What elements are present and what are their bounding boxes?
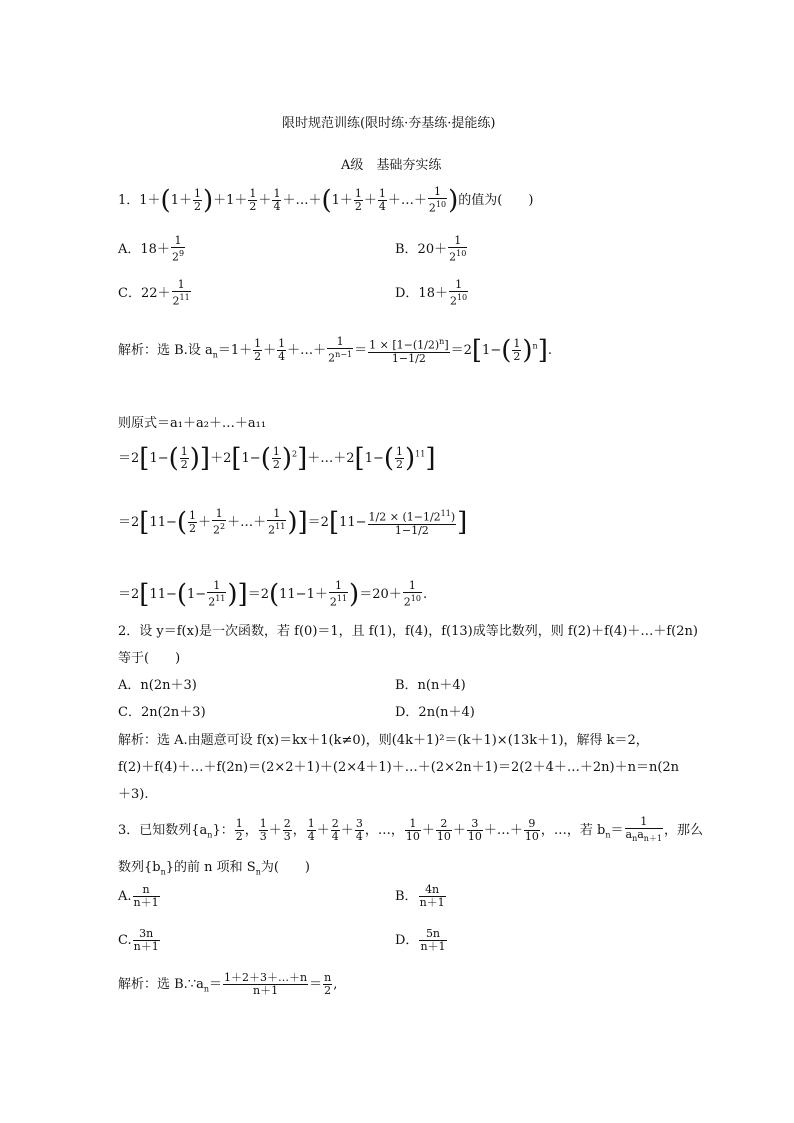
q2-stem-line-1: 2．设 y＝f(x)是一次函数，若 f(0)＝1，且 f(1)，f(4)，f(13)成等比数列，则 f(2)＋f(4)＋…＋f(2n) — [118, 624, 698, 639]
q3-stem-line-1: 3．已知数列$\{a_n\}$： $\frac{1}{2}$ ， $\frac{1}{3}$ ＋ $\frac{2}{3}$ ， $\frac{1}{4}$ ＋ $\frac{2}{4}$ ＋ $\frac{3}{4}$ ，…， $\frac{1}{10}$ ＋ $\frac{2}{10}$ ＋ $\frac{3}{10}$ ＋…＋ $\frac{9}{10}$ ，…，若 $b_n=$ $\frac{1}{a_na_{n+1}}$ ，那么 — [118, 815, 704, 844]
q1-option-c: C．22＋ $\frac{1}{2^{11}}$ — [118, 278, 190, 308]
q3-stem-line-2: 数列$\{b_n\}$的前 n 项和 $S_n$为( ) — [118, 860, 311, 877]
q1-option-a: A．18＋ $\frac{1}{2^9}$ — [118, 234, 185, 264]
q1-solution-line-5: ＝2[11−(1− $\frac{1}{2^{11}}$ )]＝2(11−1＋ $\frac{1}{2^{11}}$ )＝20＋ $\frac{1}{2^{10}}$ . — [118, 579, 428, 610]
question-1-stem: 1．1＋(1＋ $\frac{1}{2}$ )＋1＋ $\frac{1}{2}$ ＋ $\frac{1}{4}$ ＋…＋(1＋ $\frac{1}{2}$ ＋ $\frac{1}{4}$ ＋…＋ $\frac{1}{2^{10}}$ )的值为( ) — [118, 185, 534, 216]
q1-option-b: B．20＋ $\frac{1}{2^{10}}$ — [395, 234, 467, 264]
q2-option-c: C．2n(2n＋3) — [118, 705, 206, 720]
q2-solution-line-2: f(2)＋f(4)＋…＋f(2n)＝(2×2＋1)＋(2×4＋1)＋…＋(2×2n＋1)＝2(2＋4＋…＋2n)＋n＝n(2n — [118, 760, 680, 775]
q2-solution-line-1: 解析：选 A.由题意可设 f(x)＝kx＋1(k≠0)，则(4k＋1)²＝(k＋1)×(13k＋1)，解得 k＝2， — [118, 733, 649, 748]
q1-solution-line-3: ＝2[1−( $\frac{1}{2}$ )]＋2[1−( $\frac{1}{2}$ )$^2$]＋…＋2[1−( $\frac{1}{2}$ )$^{11}$] — [118, 443, 436, 474]
q3-option-b: B． $\frac{4n}{n+1}$ — [395, 883, 445, 909]
q1-solution-line-4: ＝2[11−( $\frac{1}{2}$ ＋ $\frac{1}{2^2}$ ＋…＋ $\frac{1}{2^{11}}$ )]＝2[11− $\frac{1/2 \times (1-1/2^{11})}{1-1/2}$ ] — [118, 507, 468, 538]
q3-option-d: D． $\frac{5n}{n+1}$ — [395, 927, 446, 953]
q3-option-c: C. $\frac{3n}{n+1}$ — [118, 927, 159, 953]
q2-option-d: D．2n(n＋4) — [395, 705, 475, 720]
q1-option-d: D．18＋ $\frac{1}{2^{10}}$ — [395, 278, 468, 308]
q2-option-a: A．n(2n＋3) — [118, 678, 197, 693]
q2-stem-line-2: 等于( ) — [118, 651, 181, 666]
q3-option-a: A. $\frac{n}{n+1}$ — [118, 883, 159, 909]
page-title: 限时规范训练(限时练·夯基练·提能练) — [282, 116, 496, 131]
section-heading: A级 基础夯实练 — [341, 158, 442, 173]
q2-option-b: B．n(n＋4) — [395, 678, 466, 693]
q3-solution-line-1: 解析：选 $B.\because a_n=$ $\frac{1+2+3+\dots+n}{n+1}$ ＝ $\frac{n}{2}$ , — [118, 971, 338, 997]
q2-solution-line-3: ＋3). — [118, 787, 149, 802]
q1-solution-line-2: 则原式＝a₁＋a₂＋…＋a₁₁ — [118, 416, 267, 431]
q1-solution-line-1: 解析：选 B.设 $a_n=1+$ $\frac{1}{2}$ ＋ $\frac{1}{4}$ ＋…＋ $\frac{1}{2^{n-1}}$ ＝ $\frac{1 \times [1-(1/2)^n]}{1-1/2}$ ＝2[1−( $\frac{1}{2}$ )$^n$]. — [118, 335, 552, 366]
